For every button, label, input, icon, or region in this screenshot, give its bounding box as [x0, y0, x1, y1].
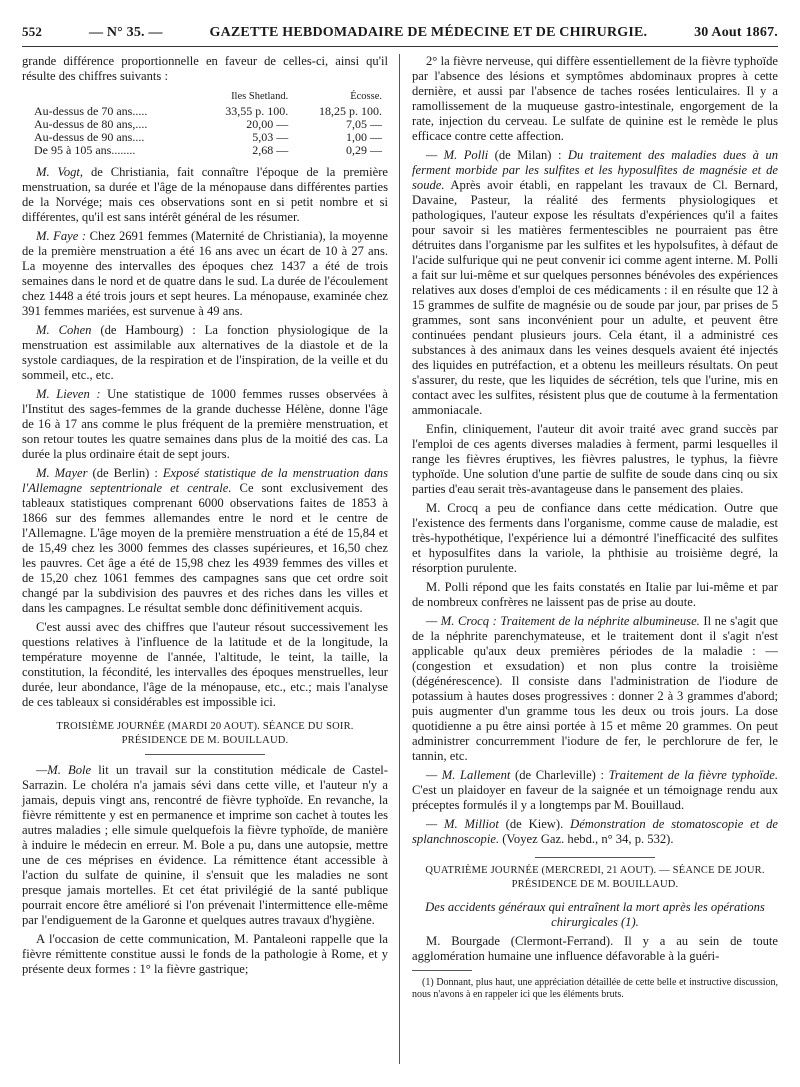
vogt-paragraph: [22, 165, 388, 225]
milliot-paragraph: [412, 817, 778, 847]
journal-title: GAZETTE HEBDOMADAIRE DE MÉDECINE ET DE CHIRURGIE.: [209, 25, 648, 40]
intro-paragraph: grande différence proportionnelle en faveur de celles-ci, ainsi qu'il résulte des chiffres suivants :: [22, 54, 388, 83]
shetland-value: 2,68 —: [252, 143, 289, 157]
session-rule: [535, 857, 655, 858]
paper-title: Du traitement des maladies dues à un ferment morbide par les sulfites et les hyposulfites de magnésie et de soude.: [412, 148, 779, 192]
lallement-paragraph: [412, 768, 778, 813]
footnote-rule: [412, 970, 472, 971]
speaker-origin: (de Kiew).: [498, 817, 571, 831]
paragraph-text: Ce sont exclusivement des tableaux statistiques comprenant 6000 observations faites de 1853 à 1866 sur des femmes allemandes entre le nord et le centre de l'Allemagne. L'âge moyen de la première menstruation a été de 15,84 et de 15,49 chez les 3000 femmes des classes supérieures, et 16,50 chez les pauvres. Cet âge a été de 15,98 chez les 4939 femmes des villes et de 15,20 chez 1061 femmes des campagnes sans que cet ordre soit changé par la subdivision des pauvres et des riches dans les villes et dans les campagnes. Le résultat semble donc définitivement acquis.: [22, 481, 389, 615]
conclusion-paragraph: C'est aussi avec des chiffres que l'auteur résout successivement les questions relatives à l'influence de la latitude et de la longitude, la température moyenne de l'année, l'altitude, le teint, la taille, la constitution, la fécondité, les intervalles des époques menstruelles, leur durée, leur abondance, l'âge de la ménopause, etc., etc.; mais l'analyse de ces tableaux si considérables est impossible ici.: [22, 620, 388, 709]
paper-title: Exposé statistique de la menstruation dans l'Allemagne septentrionale et centrale.: [22, 466, 388, 495]
paragraph-text: Une statistique de 1000 femmes russes observées à l'Institut des sages-femmes de la grande duchesse Hélène, donne l'âge de 16 à 17 ans comme le plus fréquent de la première menstruation, et son retour toutes les quatre semaines dans plus de la moitié des cas. La durée la plus ordinaire était de sept jours.: [22, 387, 388, 461]
speaker-origin: (de Charleville) :: [510, 768, 609, 782]
session-presidency: PRÉSIDENCE DE M. BOUILLAUD.: [121, 735, 289, 746]
session-rule: [145, 754, 265, 755]
scotland-value: 1,00 —: [346, 130, 382, 144]
paragraph-text: Il ne s'agit que de la néphrite parenchymateuse, et le traitement dont il s'agit n'est applicable qu'aux deux premières périodes de la maladie : — (congestion et exsudation) et non plus contre la troisième (dégénérescence). Il consiste dans l'administration de l'iodure de potassium à hautes doses progressives : donner 2 à 3 grammes d'abord; puis augmenter d'un gramme tous les deux ou trois jours. La dose quotidienne a pu être ainsi portée à 15 et même 20 grammes. On peut administrer concurremment l'iodure de fer, le perchlorure de fer, le tannin, etc.: [412, 614, 778, 763]
page-number: 552: [22, 24, 43, 39]
speaker-name: — M. Milliot: [426, 817, 499, 831]
table-row: [22, 144, 388, 157]
polli-paragraph: [412, 148, 778, 418]
footnote: (1) Donnant, plus haut, une appréciation détaillée de cette belle et instructive discussion, nous n'avons à en rappeler ici que les éléments bruts.: [412, 977, 778, 1000]
speaker-name: M. Vogt: [36, 165, 80, 179]
table-header-scotland: Écosse.: [350, 91, 382, 102]
issue-number: — N° 35. —: [88, 25, 163, 40]
speaker-name: M. Mayer: [36, 466, 88, 480]
paper-title: Démonstration de stomatoscopie et de splanchnoscopie.: [412, 817, 778, 846]
shetland-value: 5,03 —: [252, 130, 289, 144]
paragraph-text: lit un travail sur la constitution médicale de Castel-Sarrazin. Le choléra n'a jamais sévi dans cette ville, et l'auteur n'y a jamais, depuis vingt ans, rencontré de fièvre typhoïde. En revanche, la fièvre rémittente y est en permanence et imprime son cachet à toutes les autres maladies ; elle simule quelquefois la fièvre typhoïde, de manière à induire le médecin en erreur. M. Bole a pu, dans une autopsie, mettre une de ces méprises en évidence. La rémittence étant accessible à l'action du sulfate de quinine, il s'ensuit que les maladies ne sont presque jamais mortelles. Et cet état privilégié de la santé publique pourrait encore être amélioré si l'on prévenait l'intermittence elle-même par l'endiguement de la Garonne et quelques autres travaux d'hygiène.: [22, 763, 388, 927]
continuation-paragraph: 2° la fièvre nerveuse, qui diffère essentiellement de la fièvre typhoïde par l'absence des lésions et symptômes abdominaux propres à cette dernière, et aussi par l'absence de taches rosées lenticulaires. Il y a ramollissement de la muqueuse gastro-intestinale, engorgement de la rate, injection du cerveau. Le sulfate de quinine est le remède le plus efficace contre cette affection.: [412, 54, 778, 143]
table-header-row: [22, 90, 388, 105]
speaker-name: —M. Bole: [36, 763, 92, 777]
column-divider: [399, 54, 400, 1064]
scotland-value: 0,29 —: [346, 143, 382, 157]
paper-title: Traitement de la néphrite albumineuse.: [496, 614, 700, 628]
session-presidency: PRÉSIDENCE DE M. BOUILLAUD.: [511, 879, 679, 890]
faye-paragraph: [22, 229, 388, 319]
speaker-name: — M. Polli: [426, 148, 489, 162]
scotland-value: 7,05 —: [346, 117, 382, 131]
bourgade-paragraph: M. Bourgade (Clermont-Ferrand). Il y a au sein de toute agglomération humaine une influence défavorable à la guéri-: [412, 934, 778, 963]
clinical-paragraph: Enfin, cliniquement, l'auteur dit avoir traité avec grand succès par l'emploi de ces agents diverses maladies à ferment, parmi lesquelles il range les fièvres éruptives, les fièvres palustres, le typhus, la fièvre typhoïde. Une solution d'une partie de sulfite de soude dans cinq ou six parties d'eau serait très-avantageuse dans le pansement des plaies.: [412, 422, 778, 496]
crocq-paragraph: [412, 614, 778, 764]
lieven-paragraph: [22, 387, 388, 462]
speaker-name: M. Cohen: [36, 323, 92, 337]
header-rule: [22, 46, 778, 47]
session-heading: [412, 857, 778, 892]
scotland-value: 18,25 p. 100.: [319, 104, 382, 118]
paragraph-text: Après avoir établi, en rappelant les travaux de Cl. Bernard, Davaine, Pasteur, la réalité des ferments physiologiques et pathologiques, l'auteur expose les résultats d'expériences qu'il a faites pour savoir si les matières fermentescibles ne pourraient pas être détruites dans l'organisme par les sulfites et les hypolsufites, à défaut de l'acide sulfurique qui ne peut convenir ici comme agent interne. M. Polli a fait sur lui-même et sur quelques personnes bénévoles des expériences relatives aux doses d'emploi de ces médicaments : il en résulte que 12 à 15 grammes de sulfite de magnésie ou de soude par jour, par prises de 5 grammes, sont sans inconvénient pour un adulte, et peuvent être continuées pendant plusieurs jours. Cela étant, il a administré ces substances à des animaux dans les veines desquels avaient été injectés des liquides en putréfaction, et a obtenu les meilleurs résultats. On peut s'assurer, du reste, que les liquides de sécrétion, tels que l'urine, mis en contact avec les sulfites, résistent plus que de coutume à la fermentation ammoniacale.: [412, 178, 778, 417]
mayer-paragraph: [22, 466, 388, 616]
shetland-value: 33,55 p. 100.: [225, 104, 289, 118]
crocq-response-paragraph: M. Crocq a peu de confiance dans cette médication. Outre que l'existence des ferments dans l'organisme, comme cause de maladie, est très-hypothétique, l'expérience lui a démontré l'inefficacité des sulfites et hyposulfites dans la variole, la phthisie au troisième degré, la résorption purulente.: [412, 501, 778, 575]
paragraph-text: (Voyez Gaz. hebd., n° 34, p. 532).: [499, 832, 674, 846]
paragraph-text: Chez 2691 femmes (Maternité de Christiania), la moyenne de la première menstruation a été 16 ans avec un écart de 10 à 27 ans. La moyenne des intervalles des époques chez 1437 a été de trois semaines dans le nord et de quatre dans le sud. La durée de l'écoulement chez 1448 a été trois jours et sept heures. La ménopause, examinée chez 391 femmes mariées, est survenue à 49 ans.: [22, 229, 388, 318]
cohen-paragraph: [22, 323, 388, 383]
issue-date: 30 Aout 1867.: [694, 25, 778, 40]
longevity-table: [22, 90, 388, 157]
page-header: [22, 24, 778, 44]
section-subtitle: Des accidents généraux qui entraînent la mort après les opérations chirurgicales (1).: [425, 900, 765, 929]
speaker-origin: (de Milan) :: [488, 148, 568, 162]
paper-title: Traitement de la fièvre typhoïde.: [608, 768, 778, 782]
speaker-name: — M. Lallement: [426, 768, 511, 782]
speaker-name: M. Lieven :: [36, 387, 101, 401]
row-label: Au-dessus de 90 ans....: [34, 130, 145, 144]
paragraph-text: , de Christiania, fait connaître l'époque de la première menstruation, sa durée et l'âge de la ménopause dans différentes parties de la Norvége; mais ces observations sont en si petit nombre et si différentes, qu'il est sans intérêt général de les résumer.: [22, 165, 388, 224]
row-label: De 95 à 105 ans........: [34, 143, 136, 157]
speaker-name: — M. Crocq :: [426, 614, 497, 628]
right-column: [412, 54, 778, 1001]
paragraph-text: C'est un plaidoyer en faveur de la saignée et un témoignage rendu aux préceptes formulés il y a longtemps par M. Bouillaud.: [412, 783, 778, 812]
speaker-origin: (de Berlin) :: [87, 466, 163, 480]
row-label: Au-dessus de 70 ans.....: [34, 104, 148, 118]
session-title: TROISIÈME JOURNÉE (MARDI 20 AOUT). SÉANCE DU SOIR.: [56, 721, 354, 732]
table-header-shetland: Iles Shetland.: [231, 91, 289, 102]
left-column: [22, 54, 388, 981]
pantaleoni-paragraph: A l'occasion de cette communication, M. Pantaleoni rappelle que la fièvre rémittente constitue aussi le fonds de la pathologie à Rome, et y présente deux formes : 1° la fièvre gastrique;: [22, 932, 388, 976]
session-heading: [22, 720, 388, 755]
polli-reply-paragraph: M. Polli répond que les faits constatés en Italie par lui-même et par de nombreux confrères ne laissent pas de prise au doute.: [412, 580, 778, 609]
row-label: Au-dessus de 80 ans,....: [34, 117, 148, 131]
paragraph-text: (de Hambourg) : La fonction physiologique de la menstruation est assimilable aux alternatives de la diastole et de la systole cardiaques, de la respiration et de l'inspiration, de la veille et du sommeil, etc., etc.: [22, 323, 388, 382]
session-title: QUATRIÈME JOURNÉE (MERCREDI, 21 AOUT). — SÉANCE DE JOUR.: [425, 865, 765, 876]
speaker-name: M. Faye :: [36, 229, 87, 243]
shetland-value: 20,00 —: [246, 117, 289, 131]
bole-paragraph: [22, 763, 388, 928]
